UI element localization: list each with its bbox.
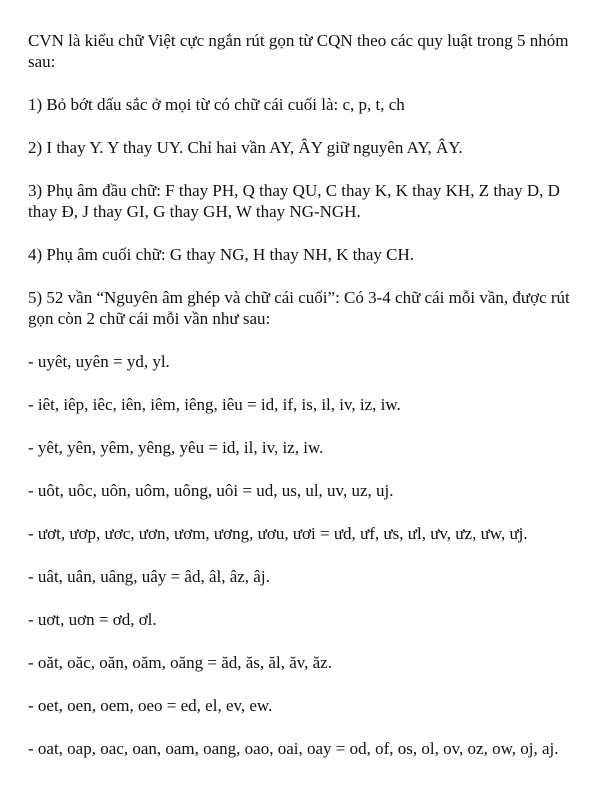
mapping-item: - oăt, oăc, oăn, oăm, oăng = ăd, ăs, ăl, ăv, ăz. <box>28 653 332 672</box>
spacer <box>28 72 584 94</box>
rule-3: 3) Phụ âm đầu chữ: F thay PH, Q thay QU, C thay K, K thay KH, Z thay D, D thay Đ, J thay GI, G thay GH, W thay NG-NGH. <box>28 181 560 221</box>
spacer <box>28 544 584 566</box>
mapping-item: - uơt, uơn = ơd, ơl. <box>28 610 157 629</box>
mapping-item: - oat, oap, oac, oan, oam, oang, oao, oai, oay = od, of, os, ol, ov, oz, ow, oj, aj. <box>28 739 559 758</box>
document-body <box>28 30 584 759</box>
spacer <box>28 716 584 738</box>
spacer <box>28 501 584 523</box>
spacer <box>28 673 584 695</box>
mapping-item: - uyêt, uyên = yd, yl. <box>28 352 170 371</box>
spacer <box>28 115 584 137</box>
spacer <box>28 372 584 394</box>
intro-paragraph: CVN là kiểu chữ Việt cực ngắn rút gọn từ CQN theo các quy luật trong 5 nhóm sau: <box>28 31 569 71</box>
spacer <box>28 415 584 437</box>
spacer <box>28 587 584 609</box>
mapping-item: - ươt, ươp, ươc, ươn, ươm, ương, ươu, ươi = ưd, ưf, ưs, ưl, ưv, ưz, ưw, ưj. <box>28 524 528 543</box>
mapping-item: - yêt, yên, yêm, yêng, yêu = id, il, iv, iz, iw. <box>28 438 324 457</box>
spacer <box>28 265 584 287</box>
rule-5: 5) 52 vần “Nguyên âm ghép và chữ cái cuối”: Có 3-4 chữ cái mỗi vần, được rút gọn còn 2 chữ cái mỗi vần như sau: <box>28 288 570 328</box>
rule-1: 1) Bỏ bớt dấu sắc ở mọi từ có chữ cái cuối là: c, p, t, ch <box>28 95 405 114</box>
spacer <box>28 158 584 180</box>
spacer <box>28 630 584 652</box>
spacer <box>28 329 584 351</box>
mapping-item: - uôt, uôc, uôn, uôm, uông, uôi = ud, us, ul, uv, uz, uj. <box>28 481 394 500</box>
mapping-item: - oet, oen, oem, oeo = ed, el, ev, ew. <box>28 696 273 715</box>
spacer <box>28 222 584 244</box>
spacer <box>28 458 584 480</box>
mapping-item: - uât, uân, uâng, uây = âd, âl, âz, âj. <box>28 567 270 586</box>
mapping-item: - iêt, iêp, iêc, iên, iêm, iêng, iêu = id, if, is, il, iv, iz, iw. <box>28 395 401 414</box>
rule-4: 4) Phụ âm cuối chữ: G thay NG, H thay NH, K thay CH. <box>28 245 414 264</box>
rule-2: 2) I thay Y. Y thay UY. Chỉ hai vần AY, ÂY giữ nguyên AY, ÂY. <box>28 138 463 157</box>
